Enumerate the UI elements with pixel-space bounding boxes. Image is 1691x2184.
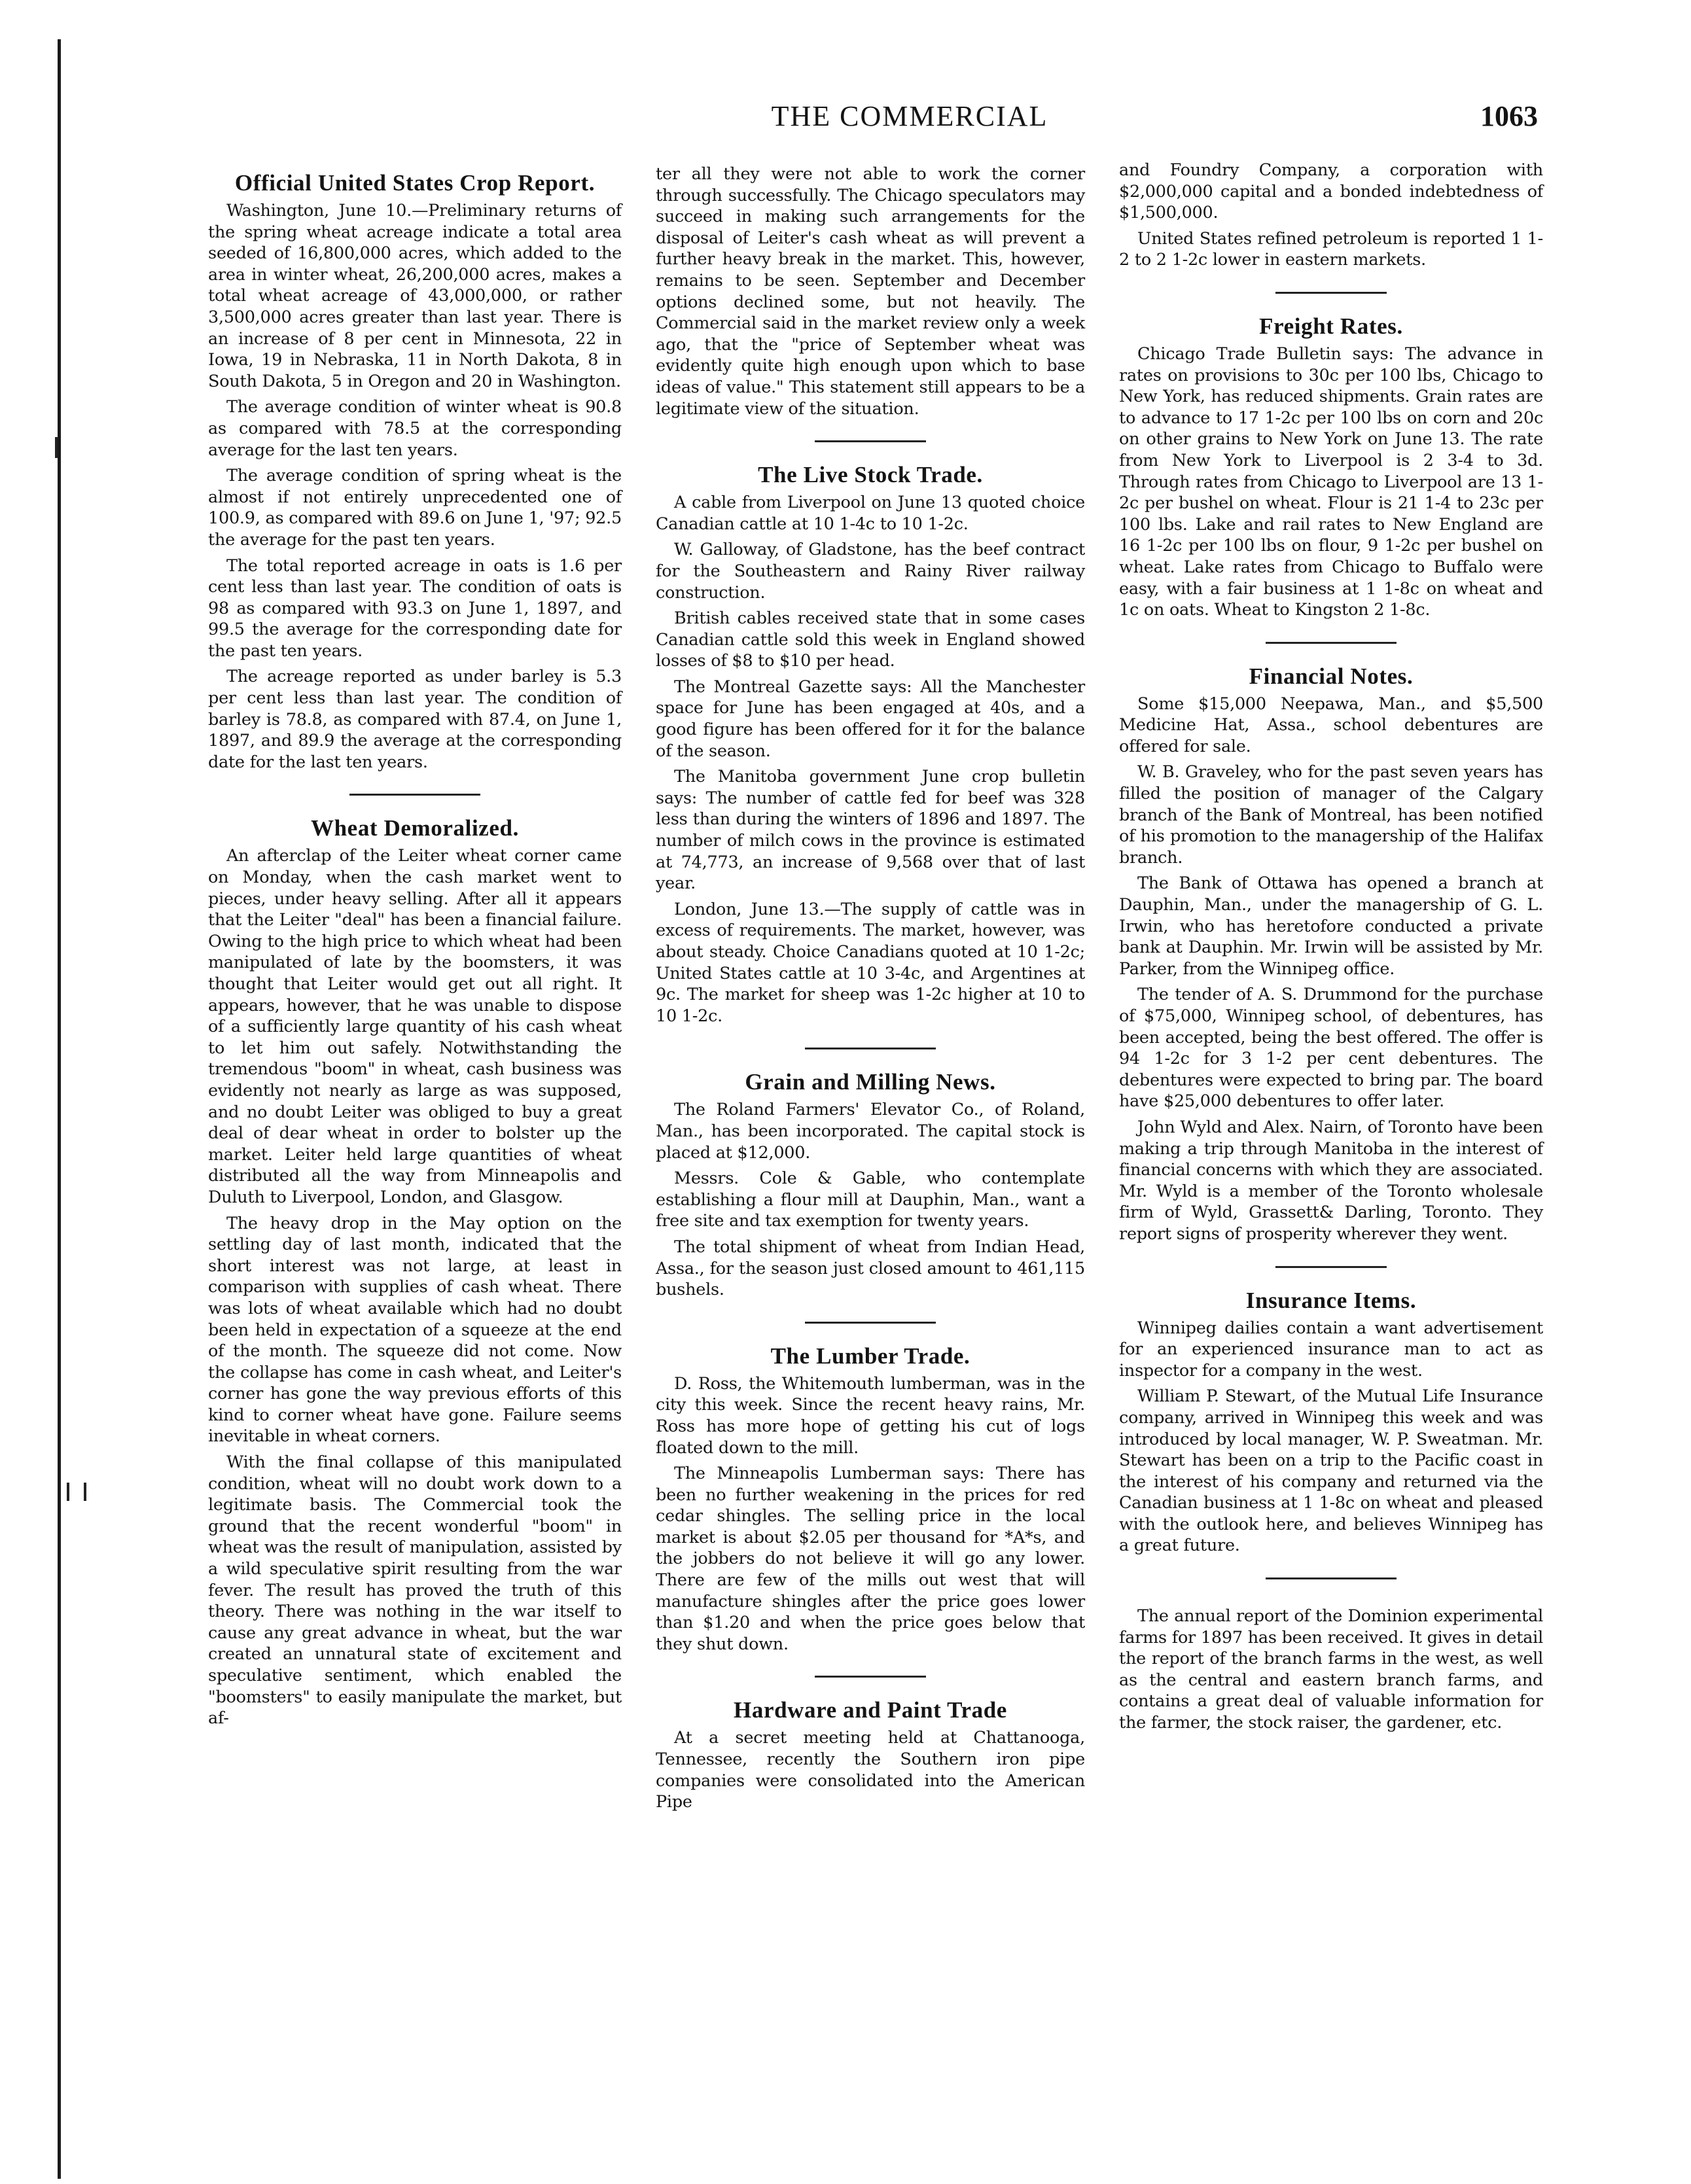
headline: The Lumber Trade. xyxy=(770,1343,970,1369)
headline: Insurance Items. xyxy=(1245,1287,1417,1313)
section-divider xyxy=(349,794,480,796)
article-head xyxy=(208,164,622,196)
paragraph: The Manitoba government June crop bulletin says: The number of cattle fed for beef was 328 less than during the winters of 1896 and 1897. The number of milch cows in the province is estimated at 74,773, an increase of 9,568 over that of last year. xyxy=(656,767,1085,894)
section-divider xyxy=(815,1676,926,1678)
headline: Wheat Demoralized. xyxy=(311,815,519,841)
section-divider xyxy=(1266,642,1397,644)
paragraph: John Wyld and Alex. Nairn, of Toronto have been making a trip through Manitoba in the interest of financial concerns with which they are associated. Mr. Wyld is a member of the Toronto wholesale firm of Wyld, Grassett& Darling, Toronto. They report signs of prosperity wherever they went. xyxy=(1119,1117,1543,1244)
paragraph: With the final collapse of this manipulated condition, wheat will no doubt work down to a legitimate basis. The Commercial took the ground that the recent wonderful "boom" in wheat was the result of manipulation, assisted by a wild speculative spirit resulting from the war fever. The result has proved the truth of this theory. There was nothing in the war itself to cause any great advance in wheat, but the war created an unnatural state of excitement and speculative sentiment, which enabled the "boomsters" to easily manipulate the market, but af- xyxy=(208,1453,622,1729)
paragraph: At a secret meeting held at Chattanooga, Tennessee, recently the Southern iron pipe companies were consolidated into the American Pipe xyxy=(656,1728,1085,1812)
paragraph: The tender of A. S. Drummond for the purchase of $75,000, Winnipeg school, of debentures, has been accepted, being the best offered. The offer is 94 1-2c for 3 1-2 per cent debentures. The debentures were expected to bring par. The board have $25,000 debentures to offer later. xyxy=(1119,985,1543,1112)
binding-edge-line xyxy=(58,39,61,2179)
continued-text: ter all they were not able to work the corner through successfully. The Chicago speculators may succeed in making such arrangements for the disposal of Leiter's cash wheat as will prevent a further heavy break in the market. This, however, remains to be seen. September and December options declined some, but not heavily. The Commercial said in the market review only a week ago, that the "price of September wheat was evidently quite high enough upon which to base ideas of value." This statement still appears to be a legitimate view of the situation. xyxy=(656,164,1085,419)
paragraph: William P. Stewart, of the Mutual Life Insurance company, arrived in Winnipeg this week and was introduced by local manager, W. P. Sweatman. Mr. Stewart has been on a trip to the Pacific coast in the interest of his company and returned via the Canadian business at 1 1-8c on wheat and pleased with the outlook here, and believes Winnipeg has a great future. xyxy=(1119,1386,1543,1556)
paragraph: The annual report of the Dominion experimental farms for 1897 has been received. It gives in detail the report of the branch farms in the west, as well as the central and eastern branch farms, and contains a great deal of valuable information for the farmer, the stock raiser, the gardener, etc. xyxy=(1119,1606,1543,1733)
paragraph: The Roland Farmers' Elevator Co., of Roland, Man., has been incorporated. The capital stock is placed at $12,000. xyxy=(656,1100,1085,1163)
paragraph: An afterclap of the Leiter wheat corner came on Monday, when the cash market went to pieces, under heavy selling. After all it appears that the Leiter "deal" has been a financial failure. Owing to the high price to which wheat had been manipulated of late by the boomsters, it was thought that Leiter would get out all right. It appears, however, that he was unable to dispose of a sufficiently large quantity of his cash wheat to let him out safely. Notwithstanding the tremendous "boom" in wheat, cash business was evidently not nearly as large as was supposed, and no doubt Leiter was obliged to buy a great deal of dear wheat in order to bolster up the market. Leiter held large quantities of wheat distributed all the way from Minneapolis and Duluth to Liverpool, London, and Glasgow. xyxy=(208,846,622,1207)
headline: Official United States Crop Report. xyxy=(234,170,596,196)
article-head xyxy=(208,806,622,841)
paragraph: W. B. Graveley, who for the past seven years has filled the position of manager of the Calgary branch of the Bank of Montreal, has been notified of his promotion to the managership of the Halifax branch. xyxy=(1119,762,1543,868)
headline: The Live Stock Trade. xyxy=(758,462,983,488)
column-3 xyxy=(1119,160,1543,1738)
paragraph: The heavy drop in the May option on the settling day of last month, indicated that the short interest was not large, at least in comparison with supplies of cash wheat. There was lots of wheat available which had no doubt been held in expectation of a squeeze at the end of the month. The squeeze did not come. Now the collapse has come in cash wheat, and Leiter's corner has gone the way previous efforts of this kind to corner wheat have gone. Failure seems inevitable in wheat corners. xyxy=(208,1213,622,1447)
paragraph: United States refined petroleum is reported 1 1-2 to 2 1-2c lower in eastern markets. xyxy=(1119,228,1543,270)
page-number: 1063 xyxy=(1480,100,1538,132)
paragraph: Chicago Trade Bulletin says: The advance in rates on provisions to 30c per 100 lbs, Chicago to New York, has reduced shipments. Grain rates are to advance to 17 1-2c per 100 lbs on corn and 20c on other grains to New York on June 13. The rate from New York to Liverpool is 2 3-4 to 3d. Through rates from Chicago to Liverpool are 13 1-2c per bushel on wheat. Flour is 21 1-4 to 23c per 100 lbs. Lake and rail rates to New England are 16 1-2c per 100 lbs on flour, 9 1-2c per bushel on wheat. Lake rates from Chicago to Buffalo were easy, with a fair business at 1 1-8c on wheat and 1c on oats. Wheat to Kingston 2 1-8c. xyxy=(1119,343,1543,620)
paragraph: Some $15,000 Neepawa, Man., and $5,500 Medicine Hat, Assa., school debentures are offered for sale. xyxy=(1119,694,1543,756)
paragraph: The total shipment of wheat from Indian Head, Assa., for the season just closed amount to 461,115 bushels. xyxy=(656,1237,1085,1300)
paragraph: The acreage reported as under barley is 5.3 per cent less than last year. The condition of barley is 78.8, as compared with 87.4, on June 1, 1897, and 89.9 the average at the corresponding date for the last ten years. xyxy=(208,667,622,772)
article-head xyxy=(1119,1278,1543,1314)
paragraph: The Minneapolis Lumberman says: There has been no further weakening in the prices for red cedar shingles. The selling price in the local market is about $2.05 per thousand for *A*s, and the jobbers do not believe it will go any lower. There are few of the mills out west that will manufacture shingles after the price goes lower than $1.20 and when the price goes below that they shut down. xyxy=(656,1464,1085,1654)
headline: Freight Rates. xyxy=(1259,313,1403,339)
running-title: THE COMMERCIAL xyxy=(771,100,1048,132)
section-divider xyxy=(805,1048,936,1049)
paragraph: Winnipeg dailies contain a want advertisement for an experienced insurance man to act as inspector for a company in the west. xyxy=(1119,1318,1543,1381)
paragraph: The total reported acreage in oats is 1.6 per cent less than last year. The condition of oats is 98 as compared with 93.3 on June 1, 1897, and 99.5 the average for the corresponding date for the past ten years. xyxy=(208,555,622,661)
paragraph: W. Galloway, of Gladstone, has the beef contract for the Southeastern and Rainy River railway construction. xyxy=(656,540,1085,603)
article-head xyxy=(1119,654,1543,690)
margin-mark xyxy=(84,1483,86,1501)
section-divider xyxy=(805,1322,936,1324)
section-divider xyxy=(1266,1577,1397,1579)
column-1 xyxy=(208,164,622,1734)
paragraph: The average condition of winter wheat is 90.8 as compared with 78.5 at the corresponding average for the last ten years. xyxy=(208,397,622,460)
section-divider xyxy=(815,440,926,442)
article-head xyxy=(656,1060,1085,1095)
headline: Financial Notes. xyxy=(1249,663,1414,689)
article-head xyxy=(656,1334,1085,1369)
paragraph: The Bank of Ottawa has opened a branch at Dauphin, Man., under the managership of G. L. Irwin, who has heretofore conducted a private bank at Dauphin. Mr. Irwin will be assisted by Mr. Parker, from the Winnipeg office. xyxy=(1119,873,1543,979)
paragraph: Washington, June 10.—Preliminary returns of the spring wheat acreage indicate a total area seeded of 16,800,000 acres, which added to the area in winter wheat, 26,200,000 acres, makes a total wheat acreage of 43,000,000, or rather 3,500,000 acres greater than last year. There is an increase of 8 per cent in Minnesota, 22 in Iowa, 19 in Nebraska, 11 in North Dakota, 8 in South Dakota, 5 in Oregon and 20 in Washington. xyxy=(208,201,622,391)
paragraph: The Montreal Gazette says: All the Manchester space for June has been engaged at 40s, and a good figure has been offered for it for the balance of the season. xyxy=(656,677,1085,761)
paragraph: The average condition of spring wheat is the almost if not entirely unprecedented one of 100.9, as compared with 89.6 on June 1, '97; 92.5 the average for the past ten years. xyxy=(208,466,622,550)
paragraph: A cable from Liverpool on June 13 quoted choice Canadian cattle at 10 1-4c to 10 1-2c. xyxy=(656,493,1085,534)
paragraph: D. Ross, the Whitemouth lumberman, was in the city this week. Since the recent heavy rains, Mr. Ross has more hope of getting his cut of logs floated down to the mill. xyxy=(656,1373,1085,1458)
paragraph: Messrs. Cole & Gable, who contemplate establishing a flour mill at Dauphin, Man., want a free site and tax exemption for twenty years. xyxy=(656,1169,1085,1231)
margin-mark xyxy=(67,1483,69,1501)
section-divider xyxy=(1275,1266,1387,1268)
paragraph: British cables received state that in some cases Canadian cattle sold this week in England showed losses of $8 to $10 per head. xyxy=(656,608,1085,671)
paragraph: London, June 13.—The supply of cattle was in excess of requirements. The market, however, was about steady. Choice Canadians quoted at 10 1-2c; United States cattle at 10 3-4c, and Argentines at 9c. The market for sheep was 1-2c higher at 10 to 10 1-2c. xyxy=(656,899,1085,1026)
column-2 xyxy=(656,164,1085,1818)
headline: Grain and Milling News. xyxy=(745,1069,996,1095)
section-divider xyxy=(1275,292,1387,294)
headline: Hardware and Paint Trade xyxy=(734,1697,1007,1723)
article-head xyxy=(656,453,1085,488)
article-head xyxy=(656,1688,1085,1723)
margin-mark xyxy=(55,437,58,458)
continued-text: and Foundry Company, a corporation with $2,000,000 capital and a bonded indebtedness of $1,500,000. xyxy=(1119,160,1543,223)
article-head xyxy=(1119,304,1543,340)
